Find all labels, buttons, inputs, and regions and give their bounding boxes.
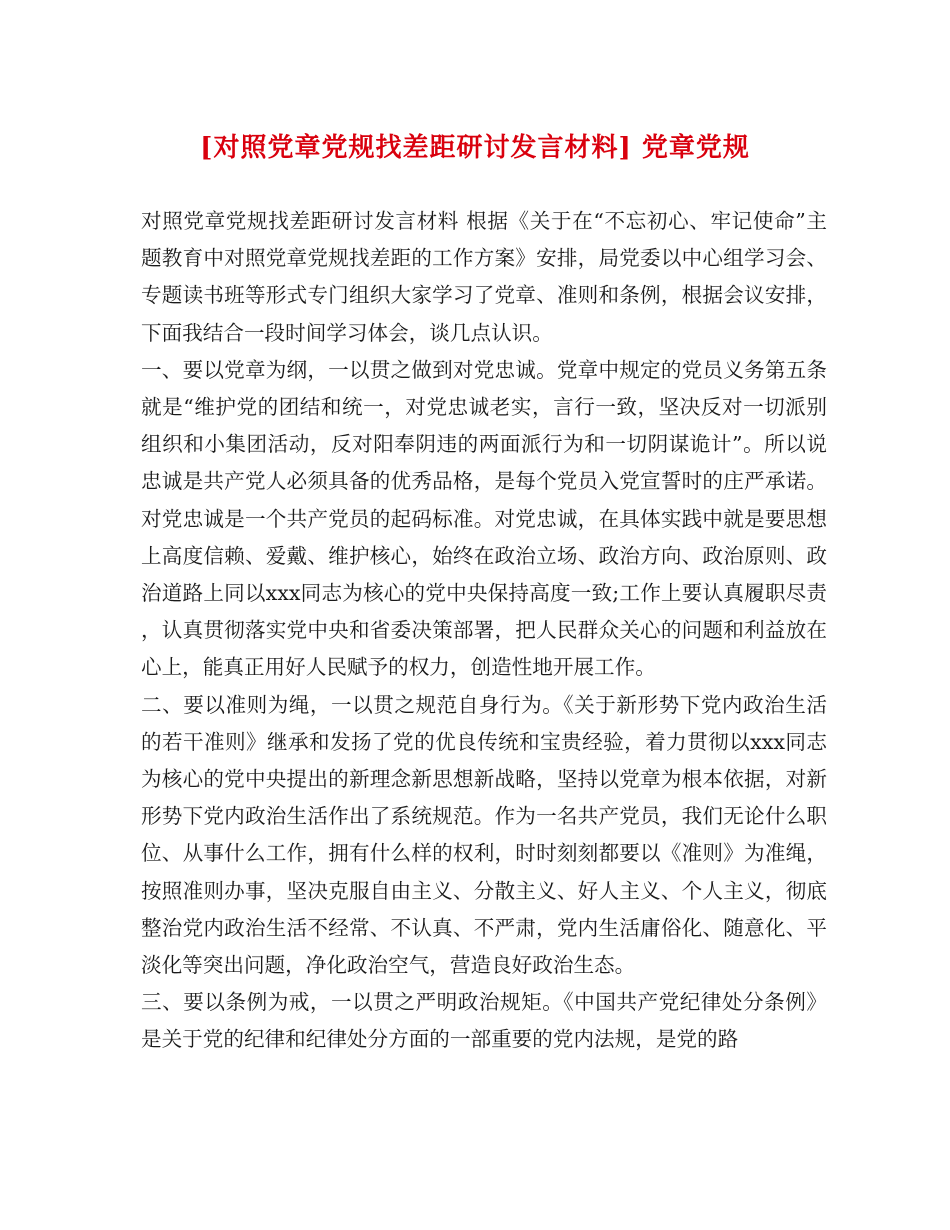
paragraph-section-2: 二、要以准则为绳，一以贯之规范自身行为。《关于新形势下党内政治生活的若干准则》继承和发扬了党的优良传统和宝贵经验，着力贯彻以xxx同志为核心的党中央提出的新理念新思想新战略，坚持以党章为根本依据，对新形势下党内政治生活作出了系统规范。作为一名共产党员，我们无论什么职位、从事什么工作，拥有什么样的权利，时时刻刻都要以《准则》为准绳，按照准则办事，坚决克服自由主义、分散主义、好人主义、个人主义，彻底整治党内政治生活不经常、不认真、不严肃，党内生活庸俗化、随意化、平淡化等突出问题，净化政治空气，营造良好政治生态。	[141, 692, 827, 978]
document-body	[141, 203, 827, 1059]
paragraph-section-1: 一、要以党章为纲，一以贯之做到对党忠诚。党章中规定的党员义务第五条就是“维护党的团结和统一，对党忠诚老实，言行一致，坚决反对一切派别组织和小集团活动，反对阳奉阴违的两面派行为和一切阴谋诡计”。所以说忠诚是共产党人必须具备的优秀品格，是每个党员入党宣誓时的庄严承诺。对党忠诚是一个共产党员的起码标准。对党忠诚，在具体实践中就是要思想上高度信赖、爱戴、维护核心，始终在政治立场、政治方向、政治原则、政治道路上同以xxx同志为核心的党中央保持高度一致;工作上要认真履职尽责，认真贯彻落实党中央和省委决策部署，把人民群众关心的问题和利益放在心上，能真正用好人民赋予的权力，创造性地开展工作。	[141, 357, 827, 680]
document-title: [对照党章党规找差距研讨发言材料] 党章党规	[200, 133, 750, 163]
paragraph-section-3: 三、要以条例为戒，一以贯之严明政治规矩。《中国共产党纪律处分条例》是关于党的纪律和纪律处分方面的一部重要的党内法规，是党的路	[141, 990, 827, 1052]
paragraph-intro: 对照党章党规找差距研讨发言材料 根据《关于在“不忘初心、牢记使命”主题教育中对照党章党规找差距的工作方案》安排，局党委以中心组学习会、专题读书班等形式专门组织大家学习了党章、准则和条例，根据会议安排，下面我结合一段时间学习体会，谈几点认识。	[141, 209, 827, 345]
